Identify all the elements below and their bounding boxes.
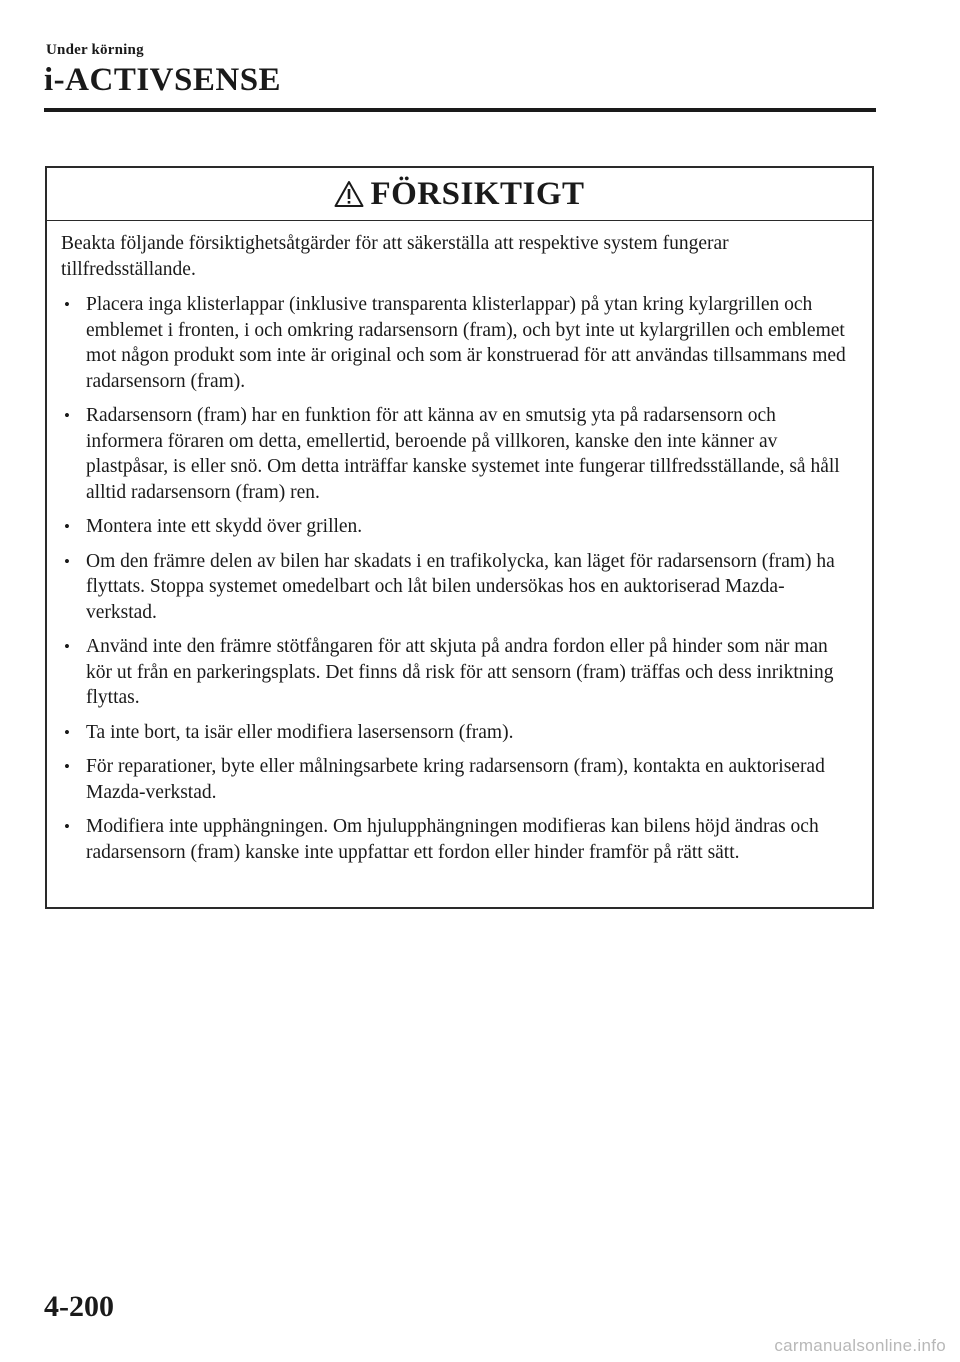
caution-item-text: Modifiera inte upphängningen. Om hjulupphängningen modifieras kan bilens höjd ändras och radarsensorn (fram) kanske inte uppfattar ett fordon eller hinder framför på rätt sätt. bbox=[86, 816, 819, 863]
caution-item bbox=[61, 814, 854, 865]
watermark: carmanualsonline.info bbox=[774, 1336, 946, 1355]
caution-item bbox=[61, 292, 854, 394]
bullet-icon: • bbox=[64, 517, 70, 536]
caution-item-text: Om den främre delen av bilen har skadats i en trafikolycka, kan läget för radarsensorn (fram) ha flyttats. Stoppa systemet omedelbart och låt bilen undersökas hos en auktoriserad Mazda-verkstad. bbox=[86, 550, 835, 623]
heading-divider bbox=[44, 108, 876, 112]
page-title: i-ACTIVSENSE bbox=[44, 62, 282, 98]
bullet-icon: • bbox=[64, 757, 70, 776]
caution-item bbox=[61, 514, 854, 540]
caution-item bbox=[61, 634, 854, 711]
caution-title: FÖRSIKTIGT bbox=[370, 175, 585, 212]
bullet-icon: • bbox=[64, 406, 70, 425]
page-number: 4-200 bbox=[44, 1290, 114, 1323]
caution-item-text: Ta inte bort, ta isär eller modifiera lasersensorn (fram). bbox=[86, 721, 514, 743]
caution-list bbox=[61, 292, 854, 865]
section-label: Under körning bbox=[46, 42, 144, 58]
caution-item-text: Placera inga klisterlappar (inklusive transparenta klisterlappar) på ytan kring kylargrillen och emblemet i fronten, i och omkring radarsensorn (fram), och byt inte ut kylargrillen och emblemet mot någon produkt som inte är original och som är konstruerad för att användas tillsammans med radarsensorn (fram). bbox=[86, 294, 846, 392]
caution-header bbox=[47, 168, 872, 221]
caution-item-text: Radarsensorn (fram) har en funktion för att känna av en smutsig yta på radarsensorn och informera föraren om detta, emellertid, beroende på villkoren, kanske den inte känner av plastpåsar, is eller snö. Om detta inträffar kanske systemet inte fungerar tillfredsställande, så håll alltid radarsensorn (fram) ren. bbox=[86, 405, 840, 503]
caution-item bbox=[61, 403, 854, 505]
caution-item bbox=[61, 720, 854, 746]
bullet-icon: • bbox=[64, 295, 70, 314]
caution-item-text: Använd inte den främre stötfångaren för att skjuta på andra fordon eller på hinder som när man kör ut från en parkeringsplats. Det finns då risk för att sensorn (fram) träffas och dess inriktning flyttas. bbox=[86, 636, 834, 708]
warning-triangle-icon bbox=[334, 180, 364, 208]
caution-box bbox=[45, 166, 874, 909]
caution-item-text: För reparationer, byte eller målningsarbete kring radarsensorn (fram), kontakta en auktoriserad Mazda-verkstad. bbox=[86, 756, 825, 803]
caution-item-text: Montera inte ett skydd över grillen. bbox=[86, 516, 363, 537]
caution-intro: Beakta följande försiktighetsåtgärder för att säkerställa att respektive system fungerar tillfredsställande. bbox=[61, 233, 729, 280]
caution-item bbox=[61, 754, 854, 805]
bullet-icon: • bbox=[64, 551, 70, 571]
bullet-icon: • bbox=[64, 722, 70, 742]
caution-body bbox=[47, 221, 872, 865]
bullet-icon: • bbox=[64, 817, 70, 836]
bullet-icon: • bbox=[64, 637, 70, 656]
caution-item bbox=[61, 549, 854, 626]
